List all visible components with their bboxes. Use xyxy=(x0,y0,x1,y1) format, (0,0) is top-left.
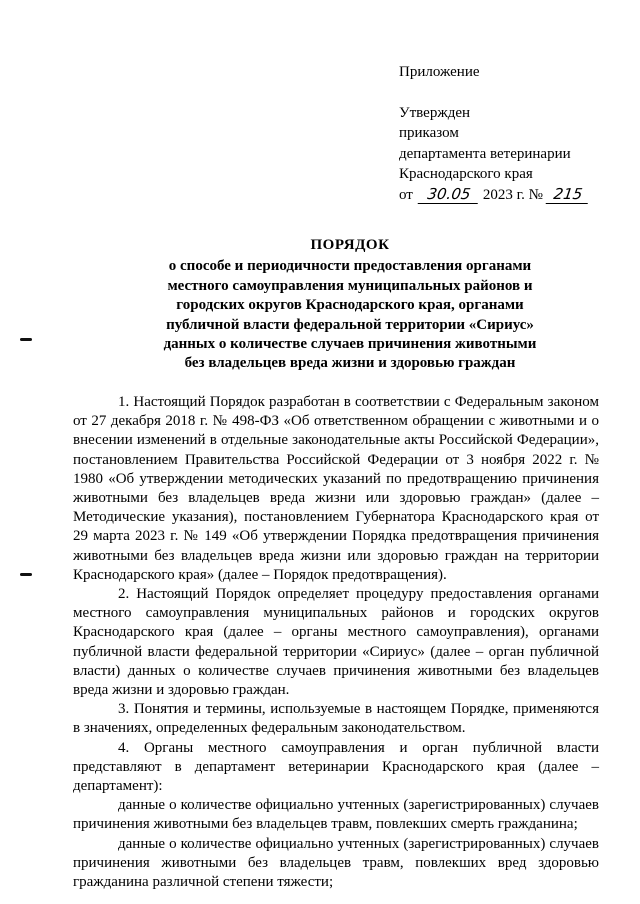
title-line: местного самоуправления муниципальных районов и xyxy=(167,277,533,294)
paragraph-4: 4. Органы местного самоуправления и орган публичной власти представляют в департамент ветеринарии Краснодарского края (далее – департамент): xyxy=(73,739,599,795)
paragraph-4-item-1: данные о количестве официально учтенных (зарегистрированных) случаев причинения животными без владельцев травм, повлекших смерть гражданина; xyxy=(73,797,599,833)
order-label: приказом xyxy=(399,125,459,141)
date-prefix: от xyxy=(399,186,413,203)
order-date-line xyxy=(399,185,629,206)
title-line: городских округов Краснодарского края, органами xyxy=(176,297,524,314)
document-title xyxy=(130,236,570,374)
margin-punch-mark xyxy=(20,573,32,576)
document-body xyxy=(73,393,599,892)
title-main: ПОРЯДОК xyxy=(310,237,390,253)
appendix-label: Приложение xyxy=(399,64,480,80)
year-text: 2023 г. № xyxy=(482,186,543,203)
handwritten-order-number: 215 xyxy=(546,185,591,204)
title-line: о способе и периодичности предоставления органами xyxy=(168,258,532,275)
department-label: департамента ветеринарии xyxy=(399,145,571,162)
approved-label: Утвержден xyxy=(399,104,471,121)
paragraph-4-item-2: данные о количестве официально учтенных (зарегистрированных) случаев причинения животными без владельцев травм, повлекших вред здоровью гражданина различной степени тяжести; xyxy=(73,835,599,891)
paragraph-1: 1. Настоящий Порядок разработан в соответствии с Федеральным законом от 27 декабря 2018 г. № 498-ФЗ «Об ответственном обращении с животными и о внесении изменений в отдельные законодательные акты Российской Федерации», постановлением Правительства Российской Федерации от 3 ноября 2022 г. № 1980 «Об утверждении методических указаний по предотвращению причинения животными без владельцев вреда жизни или здоровью граждан» (далее – Методические указания), постановлением Губернатора Краснодарского края от 29 марта 2023 г. № 149 «Об утверждении Порядка предотвращения причинения животными без владельцев вреда жизни или здоровью граждан на территории Краснодарского края» (далее – Порядок предотвращения). xyxy=(73,394,599,583)
title-line: без владельцев вреда жизни и здоровью граждан xyxy=(184,355,516,372)
title-line: публичной власти федеральной территории «Сириус» xyxy=(166,316,534,333)
title-line: данных о количестве случаев причинения животными xyxy=(163,336,537,353)
margin-punch-mark xyxy=(20,338,32,341)
paragraph-3: 3. Понятия и термины, используемые в настоящем Порядке, применяются в значениях, определенных федеральным законодательством. xyxy=(73,701,599,737)
handwritten-date: 30.05 xyxy=(418,185,481,204)
paragraph-2: 2. Настоящий Порядок определяет процедуру предоставления органами местного самоуправления муниципальных районов и городских округов Краснодарского края (далее – органы местного самоуправления), органами публичной власти федеральной территории «Сириус» (далее – орган публичной власти) данных о количестве случаев причинения животными без владельцев вреда жизни и здоровью граждан. xyxy=(73,586,599,699)
approval-block xyxy=(399,62,629,205)
region-label: Краснодарского края xyxy=(399,166,533,182)
